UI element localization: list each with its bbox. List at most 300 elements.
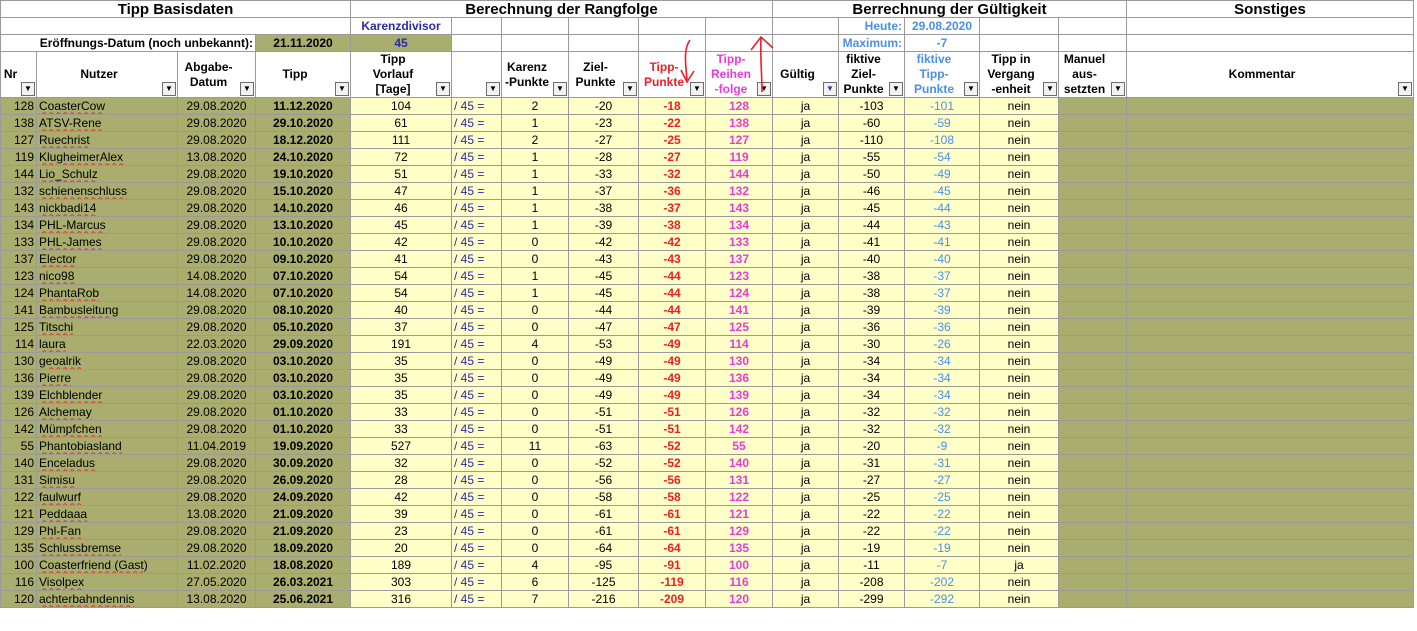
cell-nutzer[interactable]: Phl-Fan [37,523,178,540]
cell-rf[interactable]: 144 [706,166,773,183]
cell-empty[interactable] [639,35,706,52]
cell-karenz[interactable]: 1 [502,115,569,132]
cell-empty[interactable] [1127,353,1414,370]
cell-fz[interactable]: -41 [839,234,905,251]
cell-v[interactable]: nein [980,251,1059,268]
cell-tp[interactable]: -49 [639,336,706,353]
cell-nr[interactable]: 127 [1,132,37,149]
cell-karenz[interactable]: 0 [502,421,569,438]
cell-ft[interactable]: -41 [905,234,980,251]
cell-nutzer[interactable]: schienenschluss [37,183,178,200]
table-row[interactable] [1,506,1414,523]
cell-g[interactable]: ja [773,234,839,251]
cell-tp[interactable]: -47 [639,319,706,336]
header-tipp-reihenfolge[interactable] [706,52,773,98]
cell-empty[interactable] [1127,540,1414,557]
header-fiktive-tipp-punkte[interactable] [905,52,980,98]
cell-ft[interactable]: -36 [905,319,980,336]
cell-ft[interactable]: -27 [905,472,980,489]
cell-div[interactable]: / 45 = [452,217,502,234]
header-tipp[interactable] [256,52,351,98]
header-kommentar[interactable] [1127,52,1414,98]
table-row[interactable] [1,421,1414,438]
heute-value[interactable]: 29.08.2020 [905,18,980,35]
cell-tipp[interactable]: 14.10.2020 [256,200,351,217]
cell-ft[interactable]: -34 [905,387,980,404]
cell-abgabe[interactable]: 29.08.2020 [178,387,256,404]
cell-v[interactable]: nein [980,183,1059,200]
cell-ft[interactable]: -101 [905,98,980,115]
cell-empty[interactable] [1059,200,1127,217]
cell-abgabe[interactable]: 14.08.2020 [178,285,256,302]
cell-nr[interactable]: 126 [1,404,37,421]
cell-rf[interactable]: 141 [706,302,773,319]
cell-v[interactable]: nein [980,455,1059,472]
cell-ziel[interactable]: -33 [569,166,639,183]
cell-vorlauf[interactable]: 61 [351,115,452,132]
cell-abgabe[interactable]: 29.08.2020 [178,472,256,489]
cell-empty[interactable] [569,18,639,35]
cell-empty[interactable] [569,35,639,52]
header-ziel-punkte[interactable] [569,52,639,98]
cell-tp[interactable]: -18 [639,98,706,115]
cell-ft[interactable]: -49 [905,166,980,183]
cell-vorlauf[interactable]: 33 [351,421,452,438]
table-row[interactable] [1,200,1414,217]
cell-tipp[interactable]: 21.09.2020 [256,523,351,540]
header-manuel-aussetzten[interactable] [1059,52,1127,98]
cell-ft[interactable]: -45 [905,183,980,200]
cell-v[interactable]: nein [980,302,1059,319]
cell-nr[interactable]: 124 [1,285,37,302]
cell-div[interactable]: / 45 = [452,591,502,608]
table-row[interactable] [1,472,1414,489]
table-row[interactable] [1,319,1414,336]
cell-tipp[interactable]: 01.10.2020 [256,421,351,438]
cell-abgabe[interactable]: 29.08.2020 [178,421,256,438]
cell-ft[interactable]: -32 [905,421,980,438]
cell-fz[interactable]: -32 [839,421,905,438]
header-fiktive-ziel-punkte[interactable] [839,52,905,98]
cell-fz[interactable]: -38 [839,285,905,302]
cell-karenz[interactable]: 1 [502,149,569,166]
cell-div[interactable]: / 45 = [452,523,502,540]
cell-g[interactable]: ja [773,438,839,455]
cell-ft[interactable]: -34 [905,370,980,387]
cell-empty[interactable] [1059,506,1127,523]
table-row[interactable] [1,387,1414,404]
cell-tp[interactable]: -38 [639,217,706,234]
cell-vorlauf[interactable]: 32 [351,455,452,472]
cell-empty[interactable] [1059,455,1127,472]
cell-tp[interactable]: -32 [639,166,706,183]
cell-nr[interactable]: 142 [1,421,37,438]
cell-nutzer[interactable]: Visolpex [37,574,178,591]
cell-div[interactable]: / 45 = [452,387,502,404]
cell-empty[interactable] [1059,421,1127,438]
header-divisor[interactable] [452,52,502,98]
cell-v[interactable]: nein [980,370,1059,387]
cell-ziel[interactable]: -58 [569,489,639,506]
cell-empty[interactable] [1127,591,1414,608]
cell-v[interactable]: ja [980,557,1059,574]
cell-ft[interactable]: -19 [905,540,980,557]
cell-abgabe[interactable]: 11.04.2019 [178,438,256,455]
filter-dropdown-icon[interactable]: ▼ [335,82,349,96]
cell-ziel[interactable]: -95 [569,557,639,574]
cell-tp[interactable]: -44 [639,285,706,302]
cell-rf[interactable]: 116 [706,574,773,591]
cell-karenz[interactable]: 7 [502,591,569,608]
cell-g[interactable]: ja [773,506,839,523]
cell-v[interactable]: nein [980,234,1059,251]
cell-v[interactable]: nein [980,115,1059,132]
cell-nutzer[interactable]: geoalrik [37,353,178,370]
header-tipp-vergangenheit[interactable] [980,52,1059,98]
cell-fz[interactable]: -44 [839,217,905,234]
cell-ziel[interactable]: -51 [569,421,639,438]
cell-nutzer[interactable]: nico98 [37,268,178,285]
cell-ziel[interactable]: -38 [569,200,639,217]
cell-rf[interactable]: 132 [706,183,773,200]
cell-tipp[interactable]: 26.03.2021 [256,574,351,591]
header-gueltig[interactable] [773,52,839,98]
cell-abgabe[interactable]: 29.08.2020 [178,115,256,132]
cell-v[interactable]: nein [980,574,1059,591]
table-row[interactable] [1,591,1414,608]
cell-fz[interactable]: -31 [839,455,905,472]
cell-karenz[interactable]: 1 [502,183,569,200]
cell-tipp[interactable]: 25.06.2021 [256,591,351,608]
cell-v[interactable]: nein [980,319,1059,336]
cell-fz[interactable]: -30 [839,336,905,353]
cell-empty[interactable] [1127,506,1414,523]
filter-dropdown-icon[interactable]: ▼ [1043,82,1057,96]
cell-g[interactable]: ja [773,353,839,370]
table-row[interactable] [1,251,1414,268]
cell-div[interactable]: / 45 = [452,251,502,268]
cell-div[interactable]: / 45 = [452,506,502,523]
cell-vorlauf[interactable]: 47 [351,183,452,200]
cell-ft[interactable]: -37 [905,285,980,302]
cell-karenz[interactable]: 0 [502,455,569,472]
cell-tp[interactable]: -91 [639,557,706,574]
cell-vorlauf[interactable]: 33 [351,404,452,421]
cell-tp[interactable]: -61 [639,523,706,540]
cell-ft[interactable]: -31 [905,455,980,472]
cell-ziel[interactable]: -52 [569,455,639,472]
cell-ft[interactable]: -39 [905,302,980,319]
cell-nr[interactable]: 100 [1,557,37,574]
cell-abgabe[interactable]: 13.08.2020 [178,506,256,523]
cell-nutzer[interactable]: PHL-Marcus [37,217,178,234]
cell-g[interactable]: ja [773,472,839,489]
cell-nutzer[interactable]: Lio_Schulz [37,166,178,183]
cell-nr[interactable]: 132 [1,183,37,200]
cell-abgabe[interactable]: 29.08.2020 [178,251,256,268]
cell-empty[interactable] [1059,98,1127,115]
cell-rf[interactable]: 136 [706,370,773,387]
cell-vorlauf[interactable]: 46 [351,200,452,217]
header-abgabe-datum[interactable] [178,52,256,98]
cell-tp[interactable]: -44 [639,268,706,285]
cell-div[interactable]: / 45 = [452,285,502,302]
karenzdivisor-value[interactable]: 45 [351,35,452,52]
cell-abgabe[interactable]: 29.08.2020 [178,489,256,506]
cell-nr[interactable]: 135 [1,540,37,557]
cell-nr[interactable]: 136 [1,370,37,387]
cell-ziel[interactable]: -27 [569,132,639,149]
cell-ft[interactable]: -25 [905,489,980,506]
cell-rf[interactable]: 119 [706,149,773,166]
cell-rf[interactable]: 130 [706,353,773,370]
filter-active-dropdown-icon[interactable]: ▼ [823,82,837,96]
cell-vorlauf[interactable]: 316 [351,591,452,608]
cell-karenz[interactable]: 6 [502,574,569,591]
cell-v[interactable]: nein [980,98,1059,115]
cell-v[interactable]: nein [980,523,1059,540]
cell-rf[interactable]: 126 [706,404,773,421]
cell-vorlauf[interactable]: 28 [351,472,452,489]
cell-fz[interactable]: -25 [839,489,905,506]
cell-empty[interactable] [1059,149,1127,166]
cell-g[interactable]: ja [773,166,839,183]
cell-nr[interactable]: 134 [1,217,37,234]
cell-ft[interactable]: -22 [905,506,980,523]
cell-g[interactable]: ja [773,183,839,200]
cell-nutzer[interactable]: Bambusleitung [37,302,178,319]
cell-ft[interactable]: -292 [905,591,980,608]
cell-v[interactable]: nein [980,489,1059,506]
cell-nutzer[interactable]: KlugheimerAlex [37,149,178,166]
cell-nr[interactable]: 55 [1,438,37,455]
cell-v[interactable]: nein [980,217,1059,234]
cell-empty[interactable] [1127,115,1414,132]
cell-tipp[interactable]: 10.10.2020 [256,234,351,251]
cell-g[interactable]: ja [773,336,839,353]
cell-fz[interactable]: -22 [839,523,905,540]
cell-tipp[interactable]: 01.10.2020 [256,404,351,421]
cell-abgabe[interactable]: 29.08.2020 [178,234,256,251]
cell-fz[interactable]: -32 [839,404,905,421]
cell-empty[interactable] [1059,472,1127,489]
cell-nutzer[interactable]: ATSV-Rene [37,115,178,132]
cell-empty[interactable] [980,18,1059,35]
cell-nr[interactable]: 130 [1,353,37,370]
cell-ziel[interactable]: -51 [569,404,639,421]
cell-tp[interactable]: -25 [639,132,706,149]
cell-empty[interactable] [1127,319,1414,336]
cell-nutzer[interactable]: Elchblender [37,387,178,404]
cell-g[interactable]: ja [773,489,839,506]
cell-karenz[interactable]: 1 [502,217,569,234]
cell-empty[interactable] [1059,574,1127,591]
cell-vorlauf[interactable]: 104 [351,98,452,115]
cell-empty[interactable] [452,18,502,35]
cell-vorlauf[interactable]: 40 [351,302,452,319]
cell-karenz[interactable]: 1 [502,200,569,217]
cell-tipp[interactable]: 30.09.2020 [256,455,351,472]
cell-g[interactable]: ja [773,200,839,217]
cell-vorlauf[interactable]: 72 [351,149,452,166]
cell-g[interactable]: ja [773,370,839,387]
cell-v[interactable]: nein [980,387,1059,404]
cell-div[interactable]: / 45 = [452,489,502,506]
cell-g[interactable]: ja [773,557,839,574]
cell-empty[interactable] [1059,234,1127,251]
cell-nutzer[interactable]: faulwurf [37,489,178,506]
cell-g[interactable]: ja [773,217,839,234]
cell-karenz[interactable]: 11 [502,438,569,455]
cell-ziel[interactable]: -53 [569,336,639,353]
cell-div[interactable]: / 45 = [452,200,502,217]
cell-div[interactable]: / 45 = [452,370,502,387]
cell-rf[interactable]: 124 [706,285,773,302]
cell-empty[interactable] [706,35,773,52]
cell-fz[interactable]: -34 [839,353,905,370]
cell-tipp[interactable]: 08.10.2020 [256,302,351,319]
cell-empty[interactable] [1127,132,1414,149]
header-tipp-punkte[interactable] [639,52,706,98]
cell-ziel[interactable]: -49 [569,353,639,370]
cell-tp[interactable]: -49 [639,387,706,404]
filter-dropdown-icon[interactable]: ▼ [162,82,176,96]
cell-abgabe[interactable]: 14.08.2020 [178,268,256,285]
cell-nutzer[interactable]: Peddaaa [37,506,178,523]
cell-karenz[interactable]: 0 [502,302,569,319]
cell-rf[interactable]: 100 [706,557,773,574]
cell-ziel[interactable]: -125 [569,574,639,591]
cell-rf[interactable]: 123 [706,268,773,285]
cell-abgabe[interactable]: 29.08.2020 [178,455,256,472]
cell-tp[interactable]: -22 [639,115,706,132]
filter-dropdown-icon[interactable]: ▼ [889,82,903,96]
cell-div[interactable]: / 45 = [452,353,502,370]
cell-empty[interactable] [1127,557,1414,574]
cell-nutzer[interactable]: Enceladus [37,455,178,472]
table-row[interactable] [1,574,1414,591]
eroeffnung-value[interactable]: 21.11.2020 [256,35,351,52]
cell-abgabe[interactable]: 29.08.2020 [178,200,256,217]
cell-abgabe[interactable]: 29.08.2020 [178,132,256,149]
cell-abgabe[interactable]: 29.08.2020 [178,540,256,557]
cell-tipp[interactable]: 18.12.2020 [256,132,351,149]
cell-g[interactable]: ja [773,404,839,421]
cell-abgabe[interactable]: 29.08.2020 [178,404,256,421]
table-row[interactable] [1,540,1414,557]
cell-fz[interactable]: -60 [839,115,905,132]
cell-karenz[interactable]: 0 [502,506,569,523]
cell-abgabe[interactable]: 29.08.2020 [178,183,256,200]
cell-rf[interactable]: 125 [706,319,773,336]
cell-rf[interactable]: 127 [706,132,773,149]
cell-empty[interactable] [1127,166,1414,183]
cell-v[interactable]: nein [980,200,1059,217]
cell-empty[interactable] [1127,336,1414,353]
table-row[interactable] [1,523,1414,540]
cell-empty[interactable] [1059,183,1127,200]
cell-v[interactable]: nein [980,540,1059,557]
cell-abgabe[interactable]: 29.08.2020 [178,98,256,115]
cell-empty[interactable] [1127,268,1414,285]
cell-karenz[interactable]: 0 [502,472,569,489]
cell-rf[interactable]: 114 [706,336,773,353]
cell-nutzer[interactable]: Schlussbremse [37,540,178,557]
cell-nutzer[interactable]: PHL-James [37,234,178,251]
cell-tipp[interactable]: 21.09.2020 [256,506,351,523]
cell-nr[interactable]: 141 [1,302,37,319]
karenzdivisor-label[interactable]: Karenzdivisor [351,18,452,35]
cell-rf[interactable]: 120 [706,591,773,608]
cell-v[interactable]: nein [980,336,1059,353]
cell-nr[interactable]: 133 [1,234,37,251]
cell-tipp[interactable]: 03.10.2020 [256,370,351,387]
filter-dropdown-icon[interactable]: ▼ [240,82,254,96]
cell-empty[interactable] [1127,455,1414,472]
cell-div[interactable]: / 45 = [452,115,502,132]
cell-div[interactable]: / 45 = [452,472,502,489]
cell-g[interactable]: ja [773,387,839,404]
table-row[interactable] [1,557,1414,574]
cell-empty[interactable] [1127,18,1414,35]
header-tipp-vorlauf[interactable] [351,52,452,98]
cell-ziel[interactable]: -216 [569,591,639,608]
cell-fz[interactable]: -103 [839,98,905,115]
cell-fz[interactable]: -299 [839,591,905,608]
cell-tp[interactable]: -36 [639,183,706,200]
cell-karenz[interactable]: 1 [502,268,569,285]
section-basisdaten[interactable]: Tipp Basisdaten [1,1,351,18]
cell-vorlauf[interactable]: 20 [351,540,452,557]
cell-ziel[interactable]: -20 [569,98,639,115]
cell-abgabe[interactable]: 27.05.2020 [178,574,256,591]
cell-nutzer[interactable]: Ruechrist [37,132,178,149]
cell-vorlauf[interactable]: 23 [351,523,452,540]
cell-ft[interactable]: -202 [905,574,980,591]
cell-fz[interactable]: -19 [839,540,905,557]
cell-empty[interactable] [1127,200,1414,217]
filter-dropdown-icon[interactable]: ▼ [553,82,567,96]
cell-nr[interactable]: 138 [1,115,37,132]
cell-tipp[interactable]: 05.10.2020 [256,319,351,336]
cell-g[interactable]: ja [773,302,839,319]
cell-tp[interactable]: -49 [639,353,706,370]
cell-ziel[interactable]: -28 [569,149,639,166]
cell-karenz[interactable]: 0 [502,234,569,251]
cell-empty[interactable] [1127,421,1414,438]
cell-empty[interactable] [1059,115,1127,132]
header-nutzer[interactable] [37,52,178,98]
cell-tp[interactable]: -27 [639,149,706,166]
cell-ft[interactable]: -32 [905,404,980,421]
section-gueltigkeit[interactable]: Berrechnung der Gültigkeit [773,1,1127,18]
cell-nutzer[interactable]: Phantobiasland [37,438,178,455]
cell-ziel[interactable]: -44 [569,302,639,319]
cell-tipp[interactable]: 07.10.2020 [256,268,351,285]
table-row[interactable] [1,302,1414,319]
table-row[interactable] [1,166,1414,183]
cell-nr[interactable]: 125 [1,319,37,336]
cell-v[interactable]: nein [980,591,1059,608]
cell-g[interactable]: ja [773,540,839,557]
cell-tp[interactable]: -37 [639,200,706,217]
cell-div[interactable]: / 45 = [452,302,502,319]
cell-div[interactable]: / 45 = [452,574,502,591]
cell-div[interactable]: / 45 = [452,268,502,285]
cell-empty[interactable] [639,18,706,35]
cell-rf[interactable]: 138 [706,115,773,132]
table-row[interactable] [1,183,1414,200]
